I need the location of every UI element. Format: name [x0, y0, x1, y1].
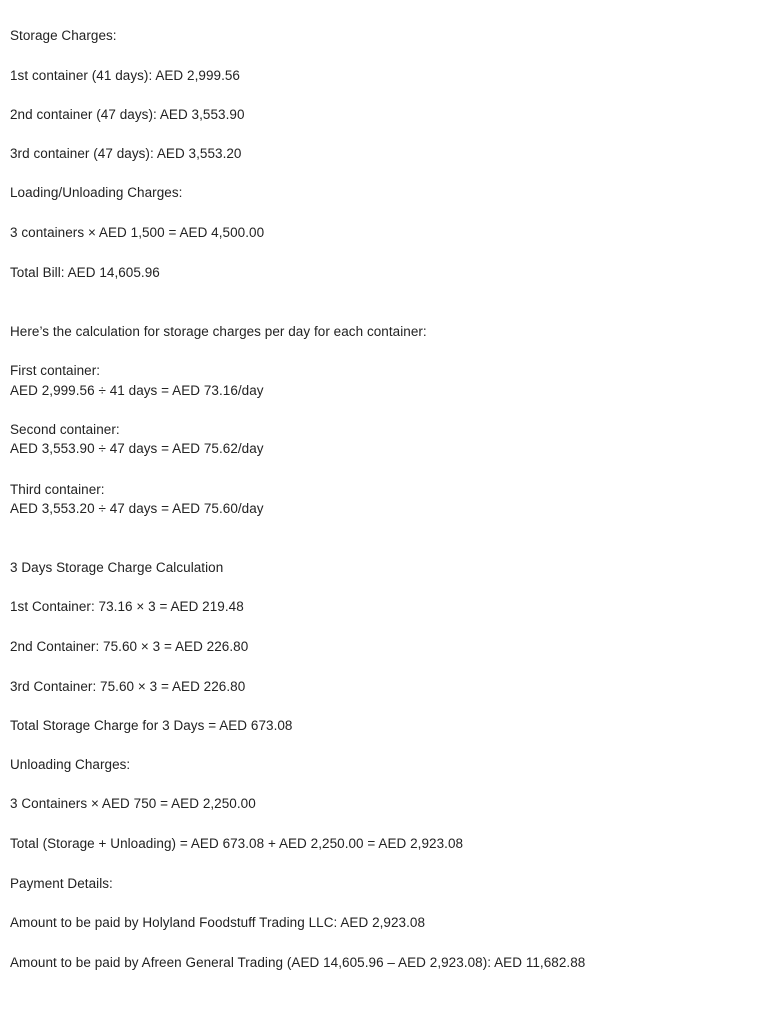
third-container-calc: AED 3,553.20 ÷ 47 days = AED 75.60/day: [10, 501, 264, 516]
storage-container-1: 1st container (41 days): AED 2,999.56: [10, 68, 240, 83]
unloading-charges-heading: Unloading Charges:: [10, 757, 131, 772]
loading-charges-calc: 3 containers × AED 1,500 = AED 4,500.00: [10, 225, 265, 240]
unloading-charges-calc: 3 Containers × AED 750 = AED 2,250.00: [10, 796, 256, 811]
per-day-intro: Here’s the calculation for storage charges per day for each container:: [10, 324, 427, 339]
storage-container-3: 3rd container (47 days): AED 3,553.20: [10, 146, 242, 161]
loading-charges-heading: Loading/Unloading Charges:: [10, 185, 183, 200]
storage-charges-heading: Storage Charges:: [10, 28, 117, 43]
first-container-calc: AED 2,999.56 ÷ 41 days = AED 73.16/day: [10, 383, 264, 398]
three-days-container-3: 3rd Container: 75.60 × 3 = AED 226.80: [10, 679, 246, 694]
three-days-total: Total Storage Charge for 3 Days = AED 673.08: [10, 718, 293, 733]
storage-container-2: 2nd container (47 days): AED 3,553.90: [10, 107, 245, 122]
second-container-calc: AED 3,553.90 ÷ 47 days = AED 75.62/day: [10, 441, 264, 456]
total-bill: Total Bill: AED 14,605.96: [10, 265, 160, 280]
payment-holyland: Amount to be paid by Holyland Foodstuff Trading LLC: AED 2,923.08: [10, 915, 426, 930]
three-days-container-2: 2nd Container: 75.60 × 3 = AED 226.80: [10, 639, 249, 654]
three-days-heading: 3 Days Storage Charge Calculation: [10, 560, 224, 575]
payment-afreen: Amount to be paid by Afreen General Trading (AED 14,605.96 – AED 2,923.08): AED 11,682.88: [10, 955, 586, 970]
three-days-container-1: 1st Container: 73.16 × 3 = AED 219.48: [10, 599, 244, 614]
payment-details-heading: Payment Details:: [10, 876, 113, 891]
first-container-label: First container:: [10, 363, 101, 378]
second-container-label: Second container:: [10, 422, 120, 437]
storage-unloading-total: Total (Storage + Unloading) = AED 673.08 + AED 2,250.00 = AED 2,923.08: [10, 836, 464, 851]
third-container-label: Third container:: [10, 482, 105, 497]
